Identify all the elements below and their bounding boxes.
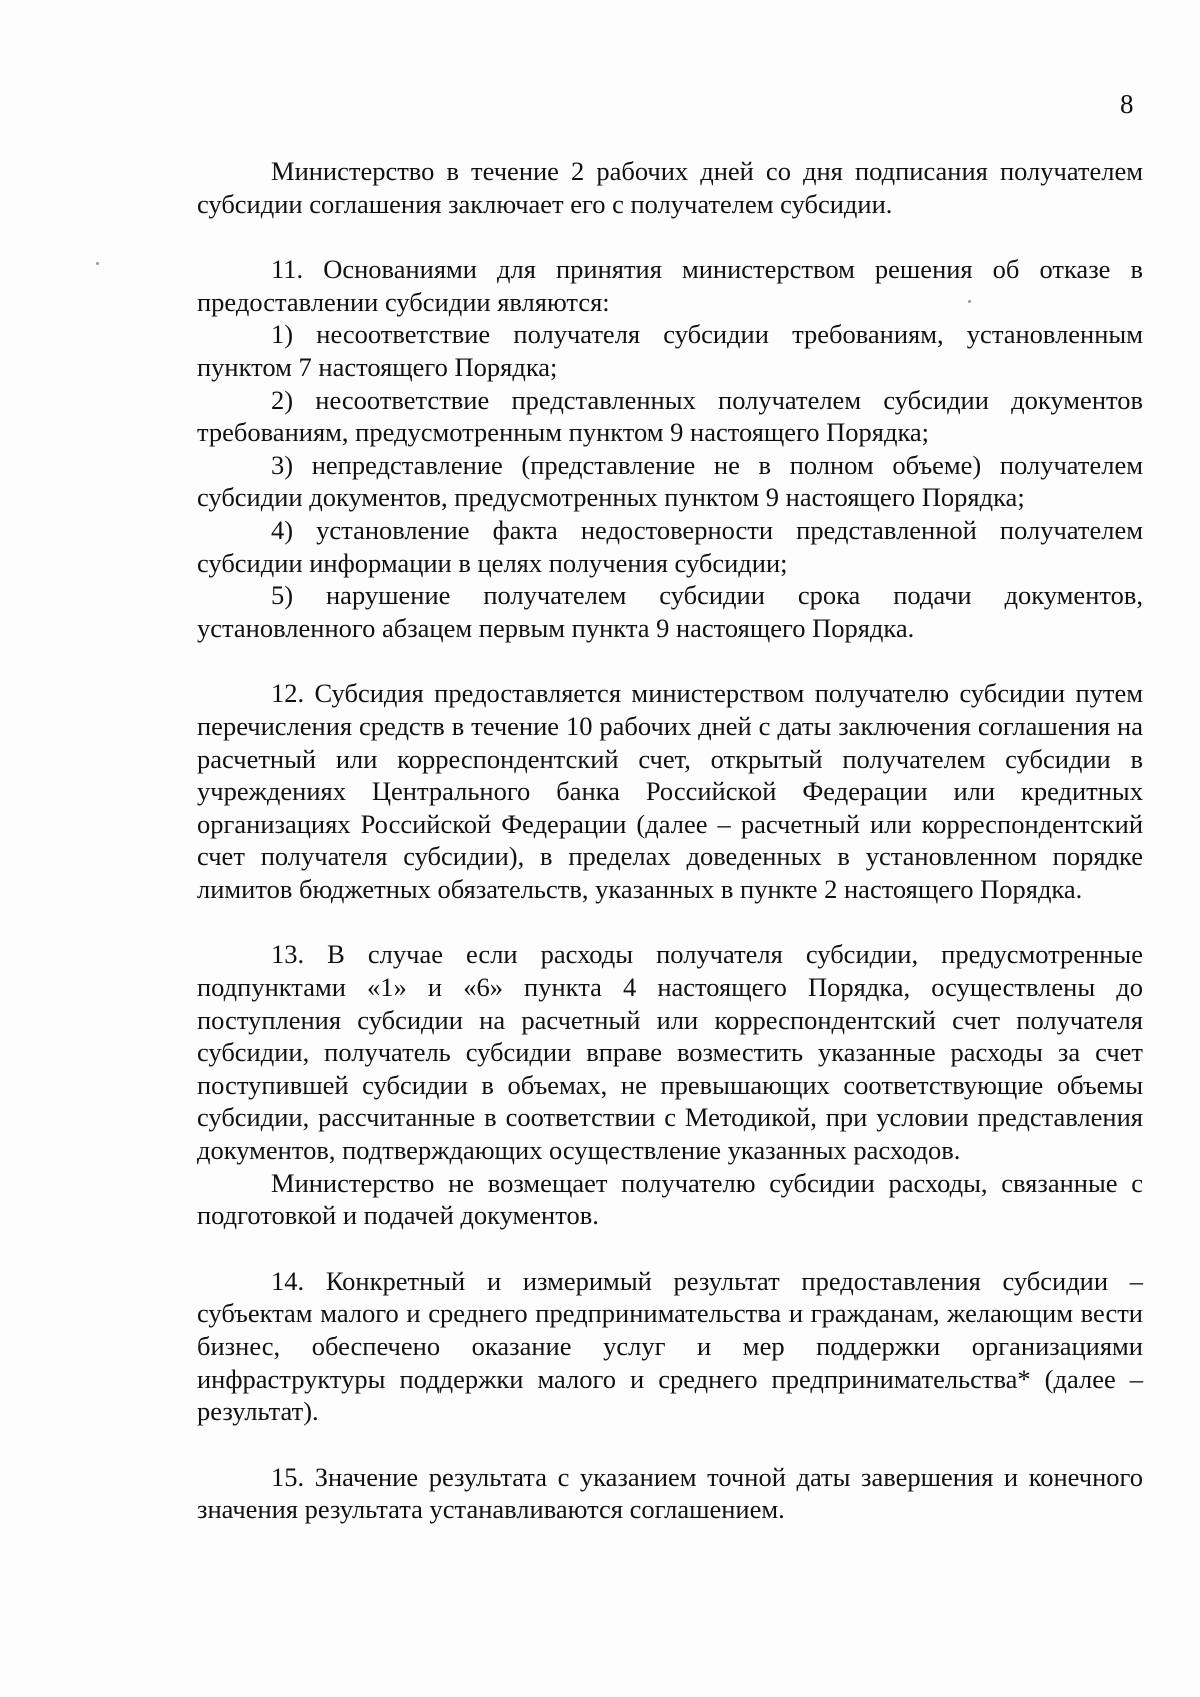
paragraph-11-item-4: 4) установление факта недостоверности представленной получателем субсидии информации в целях получения субсидии; — [197, 514, 1143, 578]
paragraph-11-item-5: 5) нарушение получателем субсидии срока подачи документов, установленного абзацем первым пункта 9 настоящего Порядка. — [197, 580, 1143, 643]
paragraph-13-expense-reimbursement: 13. В случае если расходы получателя субсидии, предусмотренные подпунктами «1» и «6» пункта 4 настоящего Порядка, осуществлены до поступления субсидии на расчетный или корреспондентский счет получателя субсидии, получатель субсидии вправе возместить указанные расходы за счет поступившей субсидии в объемах, не превышающих соответствующие объемы субсидии, рассчитанные в соответствии с Методикой, при условии представления документов, подтверждающих осуществление указанных расходов. — [197, 939, 1143, 1166]
paragraph-15-result-value: 15. Значение результата с указанием точной даты завершения и конечного значения результата устанавливаются соглашением. — [197, 1461, 1143, 1525]
page-number: 8 — [1120, 89, 1134, 119]
paragraph-13-not-reimbursed: Министерство не возмещает получателю субсидии расходы, связанные с подготовкой и подачей документов. — [197, 1167, 1143, 1231]
paragraph-agreement-conclusion: Министерство в течение 2 рабочих дней со дня подписания получателем субсидии соглашения заключает его с получателем субсидии. — [197, 156, 1143, 219]
paragraph-12-subsidy-transfer: 12. Субсидия предоставляется министерством получателю субсидии путем перечисления средств в течение 10 рабочих дней с даты заключения соглашения на расчетный или корреспондентский счет, открытый получателем субсидии в учреждениях Центрального банка Российской Федерации или кредитных организациях Российской Федерации (далее – расчетный или корреспондентский счет получателя субсидии), в пределах доведенных в установленном порядке лимитов бюджетных обязательств, указанных в пункте 2 настоящего Порядка. — [197, 678, 1143, 904]
scan-speck — [96, 262, 99, 265]
paragraph-11-refusal-grounds: 11. Основаниями для принятия министерством решения об отказе в предоставлении субсидии являются: — [197, 254, 1143, 317]
paragraph-14-result: 14. Конкретный и измеримый результат предоставления субсидии – субъектам малого и среднего предпринимательства и гражданам, желающим вести бизнес, обеспечено оказание услуг и мер поддержки организациями инфраструктуры поддержки малого и среднего предпринимательства* (далее – результат). — [197, 1265, 1143, 1427]
document-body — [197, 155, 1143, 1526]
paragraph-11-item-2: 2) несоответствие представленных получателем субсидии документов требованиям, предусмотренным пунктом 9 настоящего Порядка; — [197, 384, 1143, 448]
paragraph-11-item-1: 1) несоответствие получателя субсидии требованиям, установленным пунктом 7 настоящего Порядка; — [197, 319, 1143, 382]
paragraph-11-item-3: 3) непредставление (представление не в полном объеме) получателем субсидии документов, предусмотренных пунктом 9 настоящего Порядка; — [197, 449, 1143, 513]
